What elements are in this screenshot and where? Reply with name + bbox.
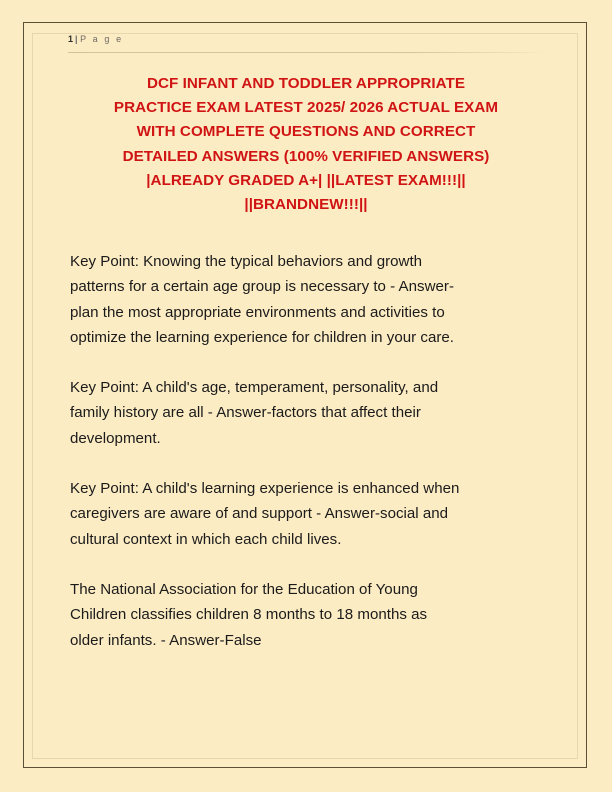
paragraph-key-point-2 xyxy=(70,375,542,451)
page-header-word: P a g e xyxy=(80,34,124,44)
paragraph-line: family history are all - Answer-factors that affect their xyxy=(70,404,421,422)
header-divider xyxy=(68,52,546,53)
paragraph-naeyc-statement xyxy=(70,577,542,653)
title-line: ||BRANDNEW!!!|| xyxy=(244,196,368,214)
paragraph-line: optimize the learning experience for children in your care. xyxy=(70,328,455,346)
paragraph-line: patterns for a certain age group is necessary to - Answer- xyxy=(70,278,454,296)
paragraph-line: Key Point: A child's learning experience is enhanced when xyxy=(70,480,460,498)
paragraph-key-point-3 xyxy=(70,476,542,552)
title-line: PRACTICE EXAM LATEST 2025/ 2026 ACTUAL EXAM xyxy=(113,99,499,117)
paragraph-line: Key Point: Knowing the typical behaviors and growth xyxy=(70,253,423,270)
paragraph-line: plan the most appropriate environments and activities to xyxy=(70,303,445,321)
title-line: DETAILED ANSWERS (100% VERIFIED ANSWERS) xyxy=(122,147,490,165)
paragraph-line: cultural context in which each child lives. xyxy=(70,530,342,548)
document-body xyxy=(70,249,542,678)
paragraph-line: older infants. - Answer-False xyxy=(70,631,262,649)
paragraph-line: The National Association for the Education of Young xyxy=(70,580,418,598)
title-line: |ALREADY GRADED A+| ||LATEST EXAM!!!|| xyxy=(146,171,466,189)
paragraph-key-point-1 xyxy=(70,249,542,350)
paragraph-line: Key Point: A child's age, temperament, personality, and xyxy=(70,379,439,397)
title-line: WITH COMPLETE QUESTIONS AND CORRECT xyxy=(136,123,476,141)
paragraph-line: Children classifies children 8 months to 18 months as xyxy=(70,606,428,624)
title-line: DCF INFANT AND TODDLER APPROPRIATE xyxy=(146,75,466,92)
paragraph-line: development. xyxy=(70,429,161,447)
document-title xyxy=(62,72,550,217)
page-header-line xyxy=(68,33,546,46)
page-header-separator: | xyxy=(75,34,79,44)
paragraph-line: caregivers are aware of and support - Answer-social and xyxy=(70,505,449,523)
page-number: 1 xyxy=(68,34,74,44)
page-header xyxy=(68,33,546,46)
